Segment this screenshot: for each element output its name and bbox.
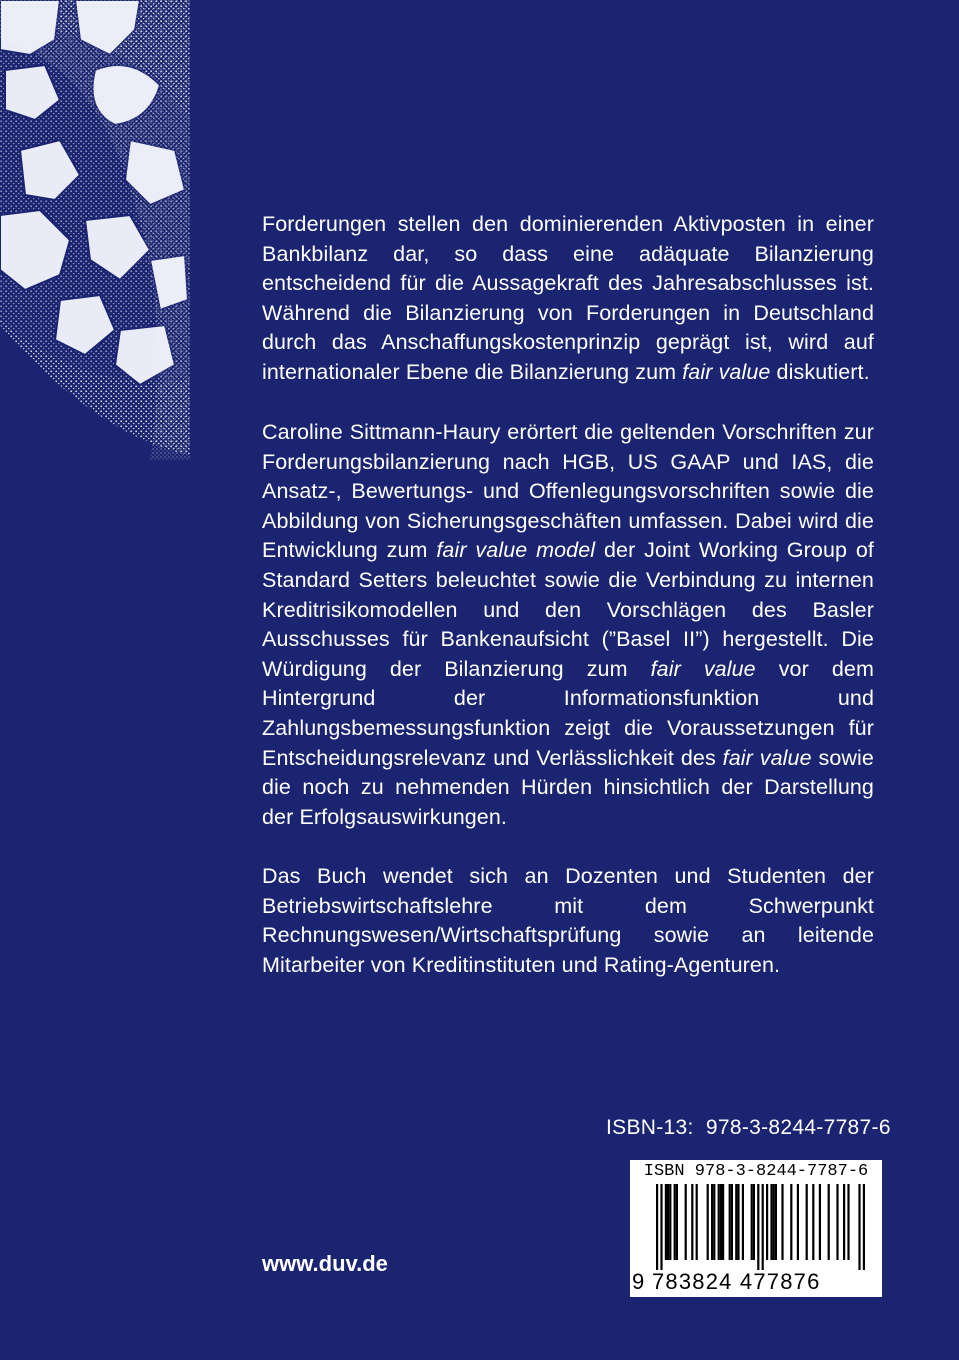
barcode-bar (665, 1184, 667, 1260)
barcode-isbn-text: ISBN 978-3-8244-7787-6 (643, 1162, 869, 1181)
barcode-bar (797, 1184, 799, 1260)
paragraph-audience: Das Buch wendet sich an Dozenten und Studenten der Betriebswirtschaftslehre mit dem Schwerpunkt Rechnungswesen/Wirtschaftsprüfung sowie an leitende Mitarbeiter von Kreditinstituten und Rating-Agenturen. (262, 864, 874, 977)
barcode-bar (731, 1184, 733, 1260)
barcode-bar (660, 1184, 662, 1270)
barcode-bar (711, 1184, 713, 1260)
barcode-bar (667, 1184, 669, 1260)
barcode-bar (790, 1184, 792, 1260)
barcode-bar (718, 1184, 720, 1260)
barcode-bar (770, 1184, 772, 1260)
barcode-bar (812, 1184, 814, 1260)
barcode-bar (863, 1184, 865, 1270)
barcode-bar (781, 1184, 783, 1260)
barcode-bar (707, 1184, 709, 1260)
barcode-bar (753, 1184, 755, 1260)
barcode-bar (762, 1184, 764, 1270)
barcode-bar (806, 1184, 808, 1260)
barcode-bar (696, 1184, 698, 1260)
globe-illustration (0, 0, 190, 460)
barcode-bar (729, 1184, 731, 1260)
barcode-bar (819, 1184, 821, 1260)
isbn-barcode: ISBN 978-3-8244-7787-6 9 783824 477876 (630, 1160, 882, 1297)
barcode-bar (757, 1184, 759, 1270)
paragraph-intro: Forderungen stellen den dominierenden Aktivposten in einer Bankbilanz dar, so dass eine adäquate Bilanzierung entscheidend für die Aussagekraft des Jahresabschlusses ist. Während die Bilanzierung von Forderungen in Deutschland durch das Anschaffungskostenprinzip geprägt ist, wird auf internationaler Ebene die Bilanzierung zum fair value diskutiert. (262, 212, 874, 384)
barcode-bar (685, 1184, 687, 1260)
barcode-bar (858, 1184, 860, 1270)
barcode-bar (737, 1184, 739, 1260)
barcode-bar (722, 1184, 724, 1260)
barcode-bar (751, 1184, 753, 1260)
barcode-bars (634, 1184, 878, 1270)
barcode-bar (720, 1184, 722, 1260)
barcode-bar (691, 1184, 693, 1260)
barcode-bar (674, 1184, 676, 1260)
barcode-bar (775, 1184, 777, 1260)
barcode-bar (836, 1184, 838, 1260)
barcode-bar (669, 1184, 671, 1260)
paragraph-author: Caroline Sittmann-Haury erörtert die geltenden Vorschriften zur Forderungsbilanzierung nach HGB, US GAAP und IAS, die Ansatz-, Bewertungs- und Offenlegungsvorschriften sowie die Abbildung von Sicherungsgeschäften umfassen. Dabei wird die Entwicklung zum fair value model der Joint Working Group of Standard Setters beleuchtet sowie die Verbindung zu internen Kreditrisikomodellen und den Vorschlägen des Basler Ausschusses für Bankenaufsicht (”Basel II”) hergestellt. Die Würdigung der Bilanzierung zum fair value vor dem Hintergrund der Informationsfunktion und Zahlungsbemessungsfunktion zeigt die Voraussetzungen für Entscheidungsrelevanz und Verlässlichkeit des fair value sowie die noch zu nehmenden Hürden hinsichtlich der Darstellung der Erfolgsauswirkungen. (262, 420, 874, 829)
website-url[interactable]: www.duv.de (262, 1251, 388, 1276)
barcode-bar (735, 1184, 737, 1260)
barcode-bar (828, 1184, 830, 1260)
barcode-bar (766, 1184, 768, 1260)
barcode-bar (843, 1184, 845, 1260)
barcode-bar (676, 1184, 678, 1260)
barcode-bar (773, 1184, 775, 1260)
barcode-bar (656, 1184, 658, 1270)
barcode-bar (742, 1184, 744, 1260)
barcode-bar (847, 1184, 849, 1260)
barcode-bar (713, 1184, 715, 1260)
isbn-line: ISBN-13: 978-3-8244-7787-6 (606, 1116, 891, 1139)
